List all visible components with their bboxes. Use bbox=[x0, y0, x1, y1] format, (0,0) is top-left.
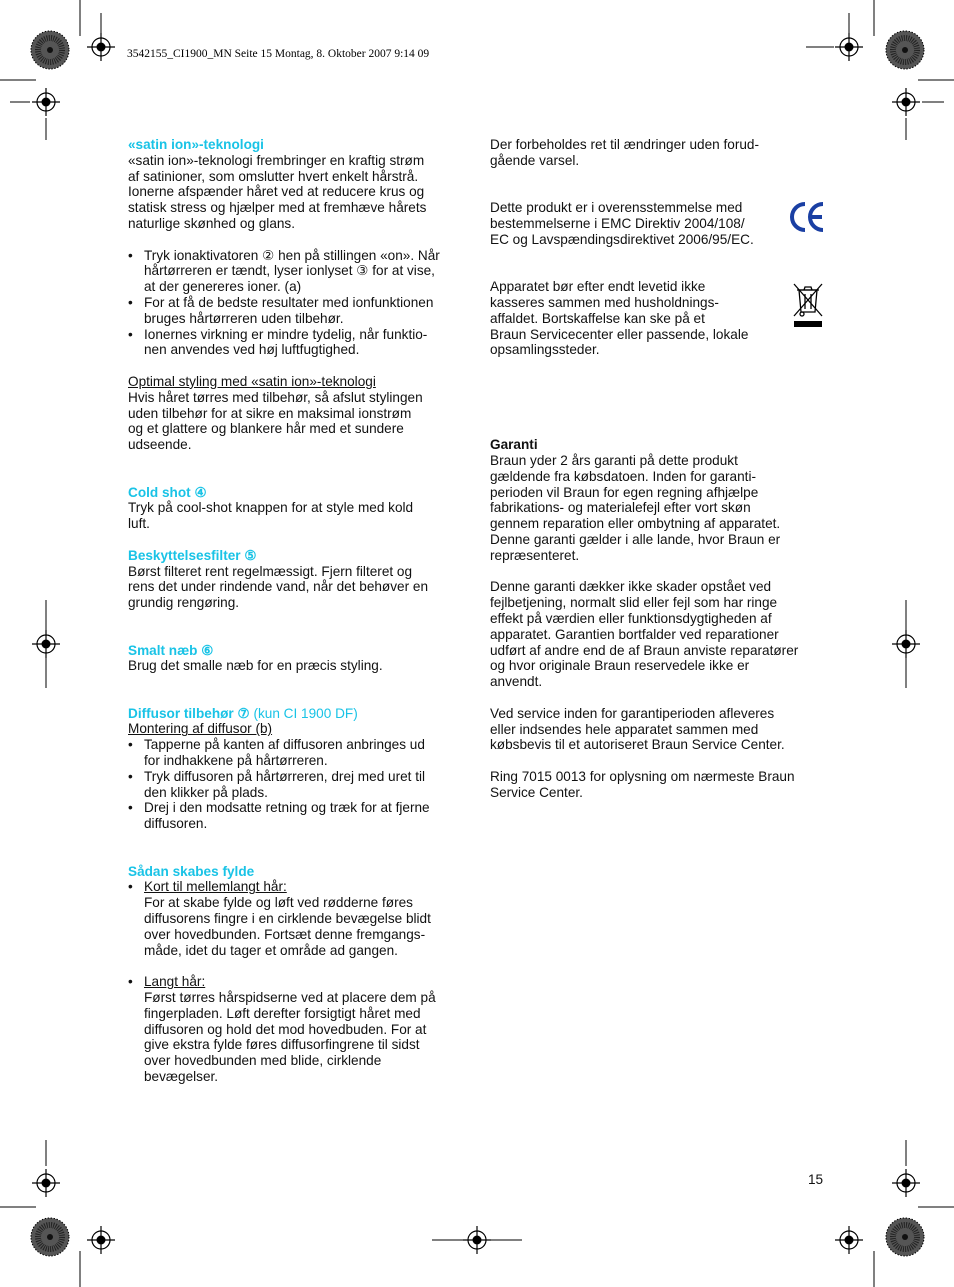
satin-intro-line: «satin ion»-teknologi frembringer en kraftig strøm bbox=[128, 152, 425, 168]
paragraph-line: Der forbeholdes ret til ændringer uden forud- bbox=[490, 137, 760, 152]
list-item-line: diffusorens fingre i en cirklende bevægelse blidt bbox=[144, 911, 431, 927]
paragraph-line: Ved service inden for garantiperioden afleveres bbox=[490, 705, 775, 721]
paragraph-line: udseende. bbox=[128, 437, 192, 453]
list-item-line: fingerpladen. Løft derefter forsigtigt håret med bbox=[144, 1005, 421, 1021]
print-slug: 3542155_CI1900_MN Seite 15 Montag, 8. Oktober 2007 9:14 09 bbox=[127, 48, 430, 60]
color-target-icon bbox=[31, 1218, 69, 1256]
list-item-line: nen anvendes ved høj luftfugtighed. bbox=[144, 342, 360, 358]
paragraph-line: Tryk på cool-shot knappen for at style med kold bbox=[128, 500, 414, 516]
list-item-line: for indhakkene på hårtørreren. bbox=[144, 753, 328, 769]
paragraph-line: og et glattere og blankere hår med et sundere bbox=[128, 421, 404, 437]
paragraph-line: affaldet. Bortskaffelse kan ske på et bbox=[490, 310, 705, 326]
paragraph-line: fejlbetjening, normalt slid eller fejl som har ringe bbox=[490, 595, 778, 611]
list-item-line: For at skabe fylde og løft ved rødderne føres bbox=[144, 895, 413, 911]
paragraph-line: luft. bbox=[128, 516, 150, 532]
subheading-optimal-styling: Optimal styling med «satin ion»-teknologi bbox=[128, 373, 376, 389]
paragraph-line: Service Center. bbox=[490, 784, 583, 800]
paragraph-line: bestemmelserne i EMC Direktiv 2004/108/ bbox=[490, 215, 745, 231]
paragraph-line: og hvor originale Braun reservedele ikke er bbox=[490, 658, 750, 674]
paragraph-line: Dette produkt er i overensstemmelse med bbox=[490, 200, 743, 216]
registration-mark-icon bbox=[32, 88, 60, 116]
paragraph-line: Apparatet bør efter endt levetid ikke bbox=[490, 279, 706, 295]
satin-intro-line: statisk stress og hjælper med at fremhæve hårets bbox=[128, 200, 427, 216]
paragraph-line: EC og Lavspændingsdirektivet 2006/95/EC. bbox=[490, 231, 754, 247]
registration-mark-icon bbox=[87, 33, 115, 61]
list-item bbox=[128, 974, 473, 1085]
paragraph-line: Denne garanti gælder i alle lande, hvor Braun er bbox=[490, 531, 781, 547]
list-item-line: • Drej i den modsatte retning og træk for at fjerne bbox=[144, 800, 430, 816]
list-item-line: måde, idet du tager et område ad gangen. bbox=[144, 942, 398, 958]
satin-intro-line: naturlige skønhed og glans. bbox=[128, 215, 296, 231]
list-item-line: bruges hårtørreren uden tilbehør. bbox=[144, 310, 344, 326]
list-item-line: at der genereres ioner. (a) bbox=[144, 279, 302, 295]
subheading-montering: Montering af diffusor (b) bbox=[128, 721, 273, 737]
section-heading-smalt-naeb: Smalt næb ⑥ bbox=[128, 642, 214, 658]
list-item-line: diffusoren. bbox=[144, 816, 208, 832]
paragraph-line: eller indsendes hele apparatet sammen med bbox=[490, 721, 759, 737]
color-target-icon bbox=[886, 31, 924, 69]
registration-mark-icon bbox=[892, 88, 920, 116]
diffusor-heading-model: (kun CI 1900 DF) bbox=[249, 705, 358, 721]
section-heading-cold-shot: Cold shot ④ bbox=[128, 484, 207, 500]
list-item bbox=[128, 737, 473, 769]
paragraph-line: Denne garanti dækker ikke skader opstået ved bbox=[490, 579, 772, 595]
satin-intro-line: af satinioner, som omslutter hvert enkelt hårstrå. bbox=[128, 168, 419, 184]
list-item-line: • Tryk ionaktivatoren ② hen på stillingen «on». Når bbox=[144, 247, 440, 263]
paragraph-line: opsamlingssteder. bbox=[490, 342, 600, 358]
list-item-line: diffusoren og hold det mod hovedbuden. For at bbox=[144, 1021, 427, 1037]
section-heading-filter: Beskyttelsesfilter ⑤ bbox=[128, 547, 257, 563]
list-item-line: • Tapperne på kanten af diffusoren anbringes ud bbox=[144, 737, 425, 753]
paragraph-line: perioden vil Braun for egen regning afhjælpe bbox=[490, 484, 759, 500]
section-heading-satin-ion: «satin ion»-teknologi bbox=[128, 137, 264, 152]
list-item-line: give ekstra fylde føres diffusorfingrene til sidst bbox=[144, 1037, 420, 1053]
paragraph-line: effekt på værdien eller funktionsdygtigheden af bbox=[490, 610, 772, 626]
list-item-title: Langt hår: bbox=[144, 974, 206, 990]
paragraph-line: udført af andre end de af Braun anviste reparatører bbox=[490, 642, 799, 658]
paragraph-line: Brug det smalle næb for en præcis styling. bbox=[128, 658, 383, 674]
paragraph-line: uden tilbehør for at sikre en maksimal ionstrøm bbox=[128, 405, 412, 421]
list-item-line: • For at få de bedste resultater med ionfunktionen bbox=[144, 294, 434, 310]
paragraph-line: fabrikations- og materialefejl efter vort skøn bbox=[490, 500, 751, 516]
paragraph-line: kasseres sammen med husholdnings- bbox=[490, 294, 719, 310]
paragraph-line: Ring 7015 0013 for oplysning om nærmeste Braun bbox=[490, 768, 795, 784]
registration-mark-icon bbox=[835, 33, 863, 61]
paragraph-line: rens det under rindende vand, når det behøver en bbox=[128, 579, 429, 595]
section-heading-diffusor bbox=[128, 706, 473, 722]
list-item-line: hårtørreren er tændt, lyser ionlyset ③ for at vise, bbox=[144, 263, 435, 279]
registration-mark-icon bbox=[32, 1169, 60, 1197]
garanti-heading: Garanti bbox=[490, 437, 538, 453]
section-heading-fylde: Sådan skabes fylde bbox=[128, 863, 255, 879]
list-item bbox=[128, 327, 473, 359]
paragraph-line: grundig rengøring. bbox=[128, 595, 240, 611]
paragraph-line: Braun yder 2 års garanti på dette produkt bbox=[490, 452, 738, 468]
list-item-line: • Tryk diffusoren på hårtørreren, drej med uret til bbox=[144, 768, 426, 784]
diffusor-heading-text: Diffusor tilbehør ⑦ bbox=[128, 705, 250, 721]
page-number: 15 bbox=[808, 1172, 824, 1187]
ce-mark-icon bbox=[788, 200, 826, 234]
list-item-line: over hovedbunden med blide, cirklende bbox=[144, 1053, 382, 1069]
paragraph-line: gående varsel. bbox=[490, 152, 580, 168]
list-item-title: Kort til mellemlangt hår: bbox=[144, 879, 287, 895]
registration-mark-icon bbox=[835, 1226, 863, 1254]
paragraph-line: gældende fra købsdatoen. Inden for garanti- bbox=[490, 468, 757, 484]
paragraph-line: Hvis håret tørres med tilbehør, så afslut stylingen bbox=[128, 389, 423, 405]
list-item-line: • Ionernes virkning er mindre tydelig, når funktio- bbox=[144, 326, 428, 342]
color-target-icon bbox=[31, 31, 69, 69]
right-column bbox=[490, 137, 830, 800]
list-item-line: Først tørres hårspidserne ved at placere dem på bbox=[144, 990, 436, 1006]
list-item bbox=[128, 769, 473, 801]
paragraph-line: apparatet. Garantien bortfalder ved reparationer bbox=[490, 626, 779, 642]
list-item bbox=[128, 295, 473, 327]
left-column bbox=[128, 137, 473, 1085]
paragraph-line: Braun Servicecenter eller passende, lokale bbox=[490, 326, 749, 342]
paragraph-line: Børst filteret rent regelmæssigt. Fjern filteret og bbox=[128, 563, 413, 579]
registration-mark-icon bbox=[892, 1169, 920, 1197]
registration-mark-icon bbox=[87, 1226, 115, 1254]
satin-intro-line: Ionerne afspænder håret ved at reducere krus og bbox=[128, 184, 425, 200]
crossed-bin-icon bbox=[790, 280, 826, 330]
paragraph-line: gennem reparation eller ombytning af apparatet. bbox=[490, 516, 781, 532]
paragraph-line: købsbevis til et autoriseret Braun Service Center. bbox=[490, 737, 785, 753]
paragraph-line: repræsenteret. bbox=[490, 547, 580, 563]
color-target-icon bbox=[886, 1218, 924, 1256]
list-item-line: bevægelser. bbox=[144, 1069, 219, 1085]
list-item bbox=[128, 248, 473, 295]
list-item-line: over hovedbunden. Fortsæt denne fremgangs- bbox=[144, 926, 426, 942]
paragraph-line: anvendt. bbox=[490, 674, 543, 690]
list-item bbox=[128, 800, 473, 832]
list-item-line: den klikker på plads. bbox=[144, 784, 268, 800]
list-item bbox=[128, 879, 473, 958]
